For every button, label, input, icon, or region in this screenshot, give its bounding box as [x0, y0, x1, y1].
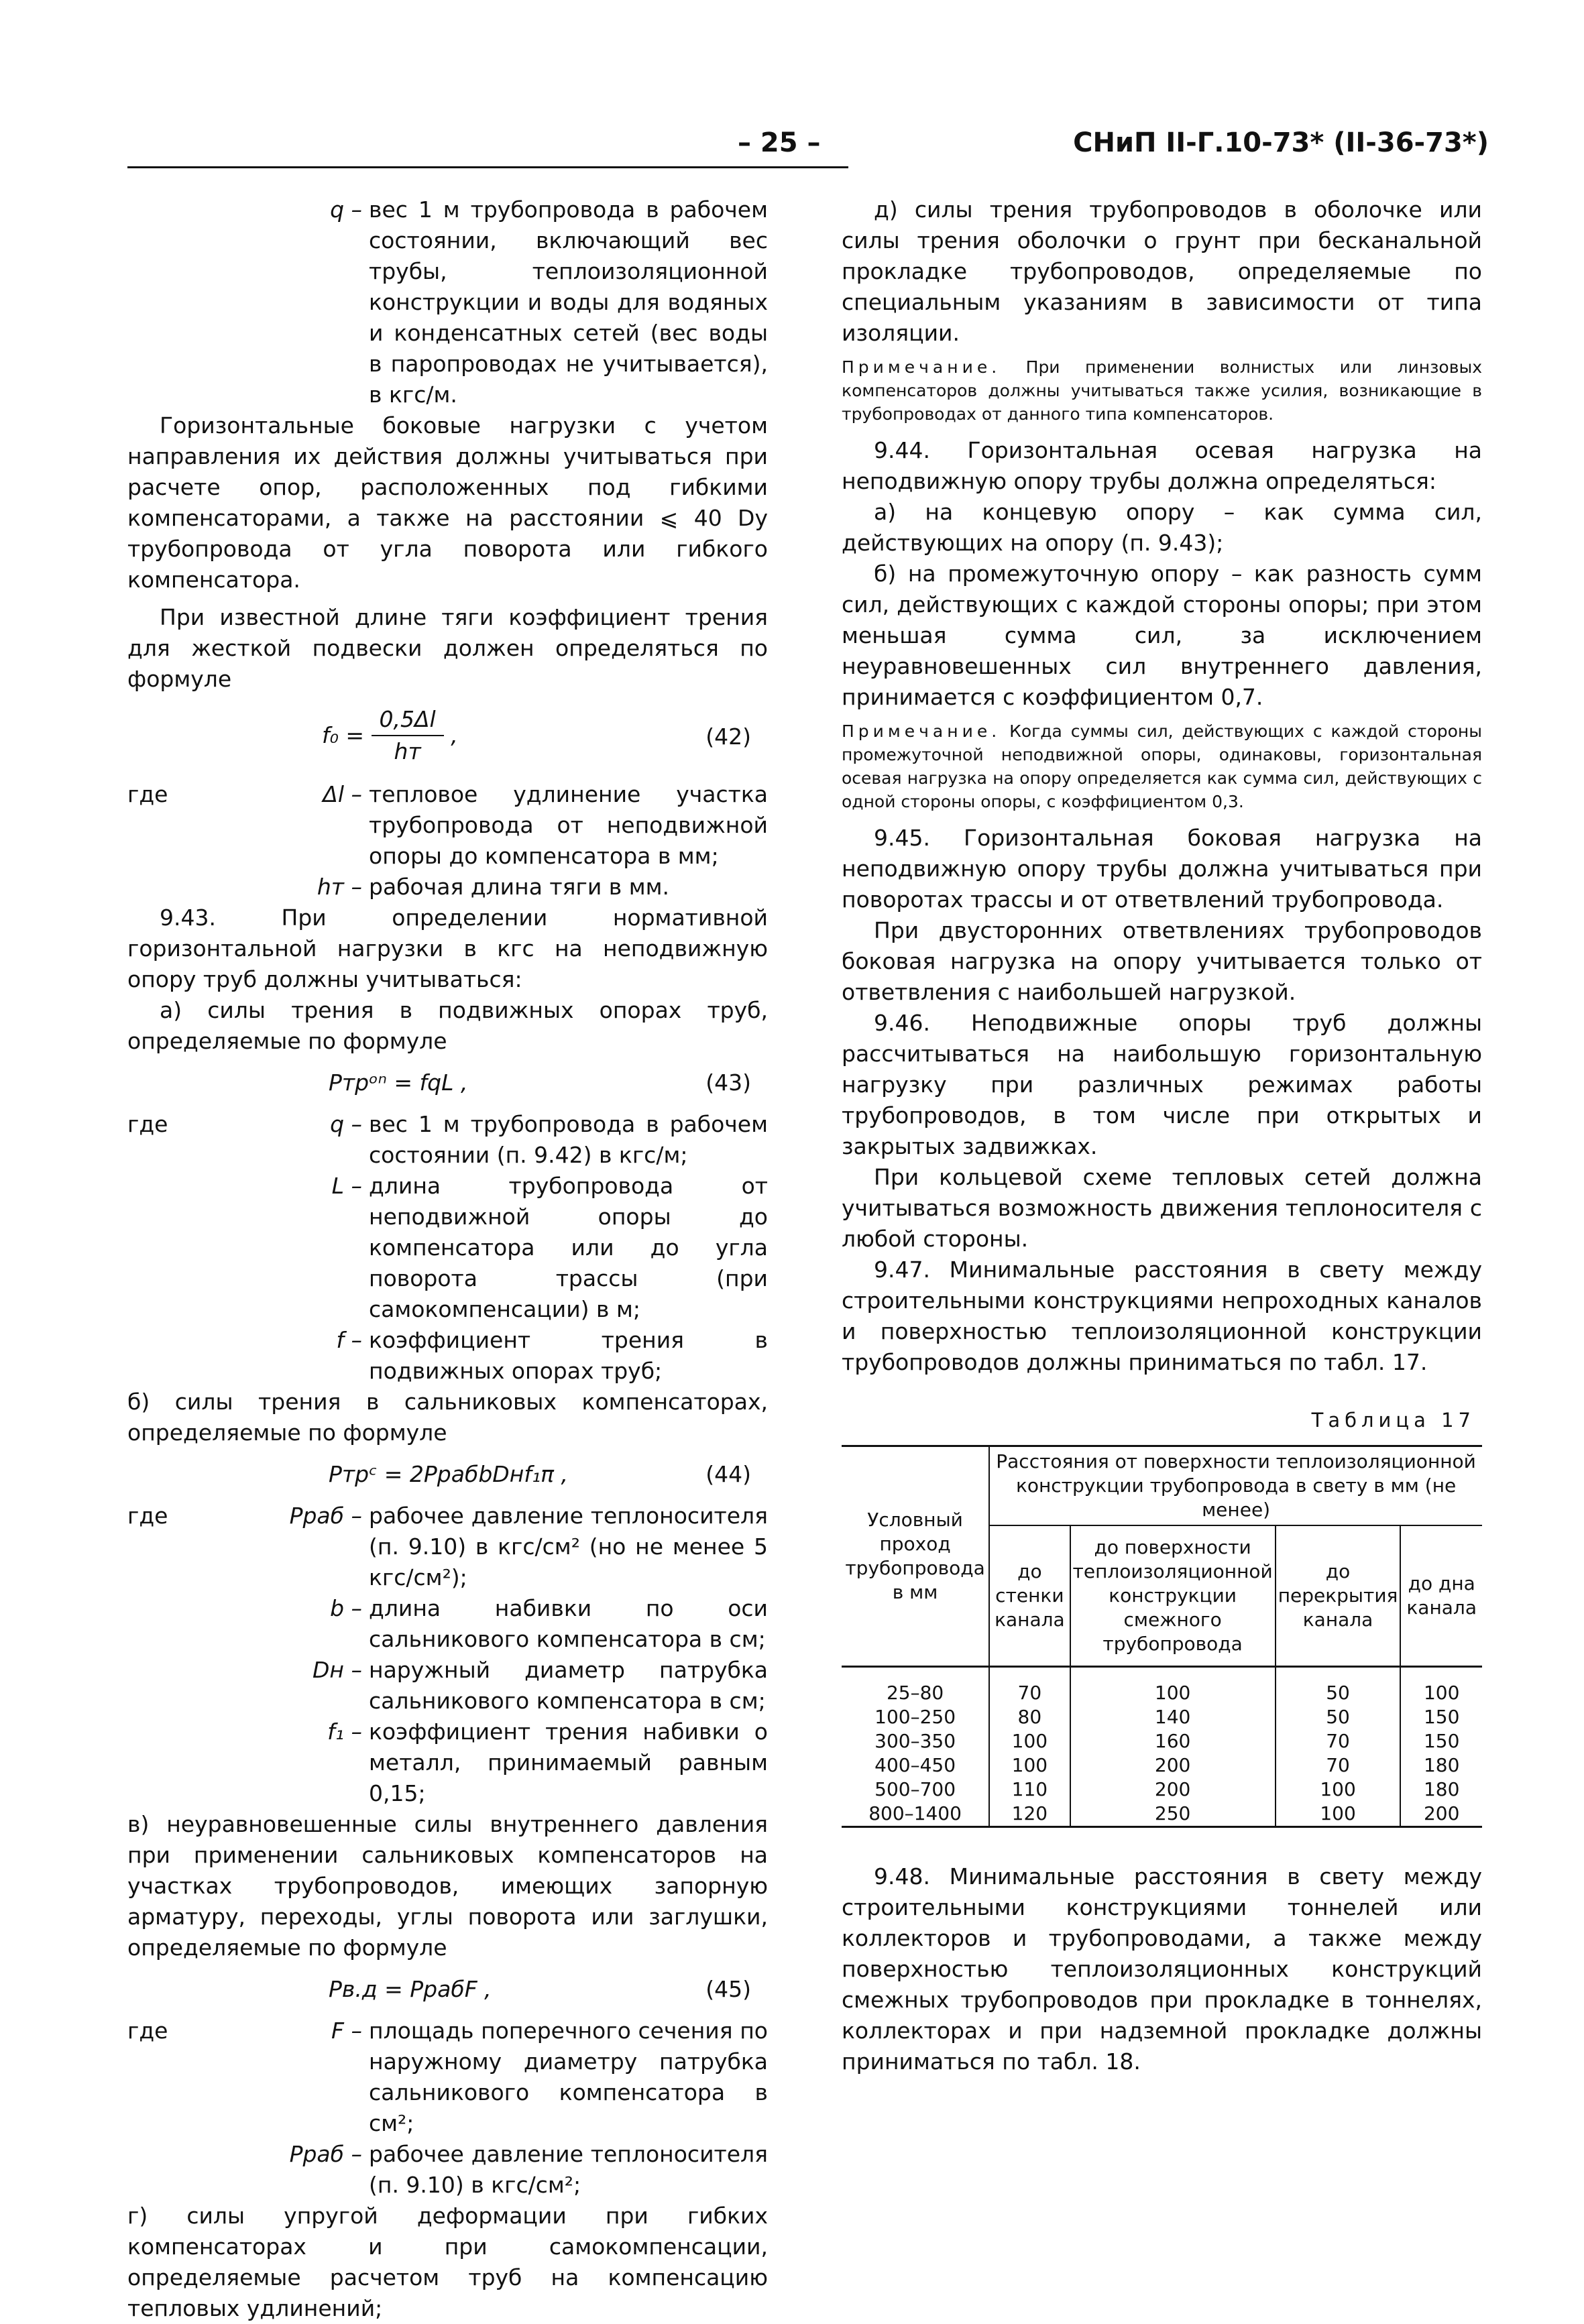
definition-text: длина набивки по оси сальникового компенсатора в см; [369, 1595, 768, 1652]
table-row [842, 1667, 1482, 1706]
table-row [842, 1778, 1482, 1802]
section-9-43: 9.43. При определении нормативной горизонтальной нагрузки в кгс на неподвижную опору труб должны учитываться: [127, 905, 768, 992]
table-cell: 160 [1070, 1729, 1276, 1753]
table-cell: 180 [1400, 1753, 1482, 1778]
table-cell: 100 [1400, 1667, 1482, 1706]
note-text: Когда суммы сил, действующих с каждой стороны промежуточной неподвижной опоры, одинаковы, горизонтальная осевая нагрузка на опору определяется как сумма сил, действующих с одной стороны опоры, с коэффициентом 0,3. [842, 721, 1483, 811]
table-cell: 300–350 [874, 1730, 956, 1752]
column-header-bottom: до дна канала [1400, 1525, 1482, 1667]
table-cell: 100 [1276, 1802, 1401, 1827]
table-cell: 150 [1400, 1705, 1482, 1729]
where-label: где [127, 1111, 168, 1137]
symbol: Dн – [313, 1657, 362, 1683]
table-cell: 50 [1276, 1667, 1401, 1706]
where-label: где [127, 2018, 168, 2044]
definition-text: коэффициент трения в подвижных опорах труб; [369, 1327, 768, 1384]
symbol: q – [330, 1111, 362, 1137]
formula-42 [127, 701, 768, 775]
definition-F [127, 2016, 768, 2139]
definition-q [127, 194, 768, 410]
right-column [842, 194, 1482, 2077]
table-cell: 800–1400 [842, 1802, 989, 1827]
fraction-numerator: 0,5Δl [372, 704, 444, 736]
definition-text: наружный диаметр патрубка сальникового компенсатора в см; [369, 1657, 768, 1714]
table-row [842, 1753, 1482, 1778]
definition-text: вес 1 м трубопровода в рабочем состоянии (п. 9.42) в кгс/м; [369, 1111, 768, 1168]
table-cell: 100–250 [874, 1706, 956, 1728]
symbol: L – [331, 1173, 362, 1199]
table-cell: 110 [989, 1778, 1070, 1802]
item-v: в) неуравновешенные силы внутреннего давления при применении сальниковых компенсаторов на участках трубопроводов, имеющих запорную арматуру, переходы, углы поворота или заглушки, определяемые по формуле [127, 1811, 768, 1961]
item-a: а) силы трения в подвижных опорах труб, определяемые по формуле [127, 997, 768, 1054]
item-b: б) силы трения в сальниковых компенсаторах, определяемые по формуле [127, 1389, 768, 1446]
definition-ht [127, 872, 768, 903]
definition-q2 [127, 1109, 768, 1171]
formula-43 [127, 1063, 768, 1105]
table-cell: 100 [1070, 1667, 1276, 1706]
definition-L [127, 1171, 768, 1325]
table-cell: 200 [1070, 1753, 1276, 1778]
table-cell: 250 [1070, 1802, 1276, 1827]
definition-text: рабочее давление теплоносителя (п. 9.10) в кгс/см²; [369, 2141, 768, 2198]
definition-text: рабочее давление теплоносителя (п. 9.10) в кгс/см² (но не менее 5 кгс/см²); [369, 1503, 768, 1590]
table-row [842, 1705, 1482, 1729]
definition-f [127, 1325, 768, 1387]
page-number: – 25 – [738, 127, 821, 158]
section-9-44-b: б) на промежуточную опору – как разность сумм сил, действующих с каждой стороны опоры; при этом меньшая сумма сил, за исключением неуравновешенных сил внутреннего давления, принимается с коэффициентом 0,7. [842, 561, 1482, 710]
item-d: д) силы трения трубопроводов в оболочке или силы трения оболочки о грунт при бесканальной прокладке трубопроводов, определяемые по специальным указаниям в зависимости от типа изоляции. [842, 196, 1482, 346]
symbol: f – [336, 1327, 362, 1353]
definition-prab2 [127, 2139, 768, 2201]
symbol: b – [330, 1595, 362, 1621]
column-header-wall: до стенки канала [989, 1525, 1070, 1667]
fraction [372, 704, 444, 767]
formula-tail: , [451, 722, 458, 748]
formula-number: (43) [705, 1069, 751, 1096]
definition-dn [127, 1655, 768, 1717]
definition-prab [127, 1501, 768, 1593]
symbol: Pраб – [289, 2141, 362, 2167]
table-cell: 70 [1276, 1753, 1401, 1778]
section-9-47: 9.47. Минимальные расстояния в свету между строительными конструкциями непроходных каналов и поверхностью теплоизоляционной конструкции трубопроводов должны приниматься по табл. 17. [842, 1257, 1482, 1375]
column-header-adjacent-pipe: до поверхности теплоизоляционной конструкции смежного трубопровода [1070, 1525, 1276, 1667]
note-2 [842, 719, 1482, 813]
where-label: где [127, 1503, 168, 1529]
table-cell: 100 [1276, 1778, 1401, 1802]
formula-number: (42) [705, 723, 751, 750]
definition-text: рабочая длина тяги в мм. [369, 874, 669, 900]
column-header-ceiling: до перекрытия канала [1276, 1525, 1401, 1667]
note-text: При применении волнистых или линзовых компенсаторов должны учитываться также усилия, возникающие в трубопроводах от данного типа компенсаторов. [842, 357, 1482, 424]
section-9-44: 9.44. Горизонтальная осевая нагрузка на неподвижную опору трубы должна определяться: [842, 437, 1482, 494]
paragraph-friction-coefficient: При известной длине тяги коэффициент трения для жесткой подвески должен определяться по формуле [127, 604, 768, 692]
table-cell: 120 [989, 1802, 1070, 1827]
definition-f1 [127, 1717, 768, 1809]
section-9-45-b: При двусторонних ответвлениях трубопроводов боковая нагрузка на опору учитывается только от ответвления с наибольшей нагрузкой. [842, 917, 1482, 1005]
formula-expression: Pв.д = PрабF , [329, 1976, 492, 2002]
definition-b [127, 1593, 768, 1655]
table-cell: 150 [1400, 1729, 1482, 1753]
symbol: f₁ – [327, 1719, 362, 1745]
section-9-48: 9.48. Минимальные расстояния в свету между строительными конструкциями тоннелей или коллекторов и трубопроводами, а также между поверхностью теплоизоляционных конструкций смежных трубопроводов при прокладке в тоннелях, коллекторах и при надземной прокладке должны приниматься по табл. 18. [842, 1863, 1482, 2075]
formula-number: (44) [705, 1461, 751, 1487]
table-cell: 140 [1070, 1705, 1276, 1729]
table-row [842, 1802, 1482, 1827]
table-cell: 500–700 [874, 1778, 956, 1800]
note-1 [842, 355, 1482, 426]
definition-delta-l [127, 779, 768, 872]
symbol: Pраб – [289, 1503, 362, 1529]
formula-number: (45) [705, 1976, 751, 2002]
definition-text: вес 1 м трубопровода в рабочем состоянии, включающий вес трубы, теплоизоляционной конструкции и воды для водяных и конденсатных сетей (вес воды в паропроводах не учитывается), в кгс/м. [369, 196, 768, 408]
formula-lhs: f₀ = [322, 722, 364, 748]
note-label: Примечание. [842, 721, 1001, 741]
left-column [127, 194, 768, 2324]
item-g: г) силы упругой деформации при гибких компенсаторах и при самокомпенсации, определяемые расчетом труб на компенсацию тепловых удлинений; [127, 2203, 768, 2321]
document-code: СНиП II-Г.10-73* (II-36-73*) [1073, 127, 1489, 158]
table-row [842, 1729, 1482, 1753]
column-header-nominal-pass: Условный проход трубопровода в мм [842, 1446, 989, 1667]
table-17 [842, 1445, 1482, 1828]
page-header [127, 127, 1489, 169]
table-cell: 400–450 [874, 1754, 956, 1776]
fraction-denominator: hт [394, 738, 421, 764]
symbol: Δl – [323, 781, 362, 807]
definition-text: длина трубопровода от неподвижной опоры до компенсатора или до угла поворота трассы (при самокомпенсации) в м; [369, 1173, 768, 1322]
where-label: где [127, 781, 168, 807]
table-cell: 70 [1276, 1729, 1401, 1753]
table-cell: 25–80 [886, 1682, 944, 1704]
table-cell: 200 [1070, 1778, 1276, 1802]
section-9-46-b: При кольцевой схеме тепловых сетей должна учитываться возможность движения теплоносителя с любой стороны. [842, 1164, 1482, 1252]
definition-text: площадь поперечного сечения по наружному диаметру патрубка сальникового компенсатора в см²; [369, 2018, 768, 2136]
note-label: Примечание. [842, 357, 1001, 377]
formula-45 [127, 1970, 768, 2012]
symbol: F – [331, 2018, 362, 2044]
header-rule [127, 166, 848, 168]
paragraph-lateral-loads: Горизонтальные боковые нагрузки с учетом направления их действия должны учитываться при расчете опор, расположенных под гибкими компенсаторами, а также на расстоянии ⩽ 40 Dу трубопровода от угла поворота или гибкого компенсатора. [127, 412, 768, 593]
table-cell: 70 [989, 1667, 1070, 1706]
formula-expression: Pтрᶜ = 2PрабbDнf₁π , [329, 1461, 568, 1487]
table-cell: 50 [1276, 1705, 1401, 1729]
section-9-45: 9.45. Горизонтальная боковая нагрузка на неподвижную опору трубы должна учитываться при поворотах трассы и от ответвлений трубопровода. [842, 825, 1482, 913]
formula-expression: Pтрᵒⁿ = fqL , [329, 1069, 468, 1096]
formula-44 [127, 1455, 768, 1497]
definition-text: тепловое удлинение участка трубопровода от неподвижной опоры до компенсатора в мм; [369, 781, 768, 869]
section-9-46: 9.46. Неподвижные опоры труб должны рассчитываться на наибольшую горизонтальную нагрузку при различных режимах работы трубопроводов, в том числе при открытых и закрытых задвижках. [842, 1010, 1482, 1159]
table-cell: 180 [1400, 1778, 1482, 1802]
table-cell: 100 [989, 1729, 1070, 1753]
table-17-title: Таблица 17 [1311, 1409, 1475, 1432]
column-group-distances: Расстояния от поверхности теплоизоляционной конструкции трубопровода в свету в мм (не менее) [989, 1446, 1482, 1526]
table-cell: 80 [989, 1705, 1070, 1729]
table-cell: 200 [1400, 1802, 1482, 1827]
table-cell: 100 [989, 1753, 1070, 1778]
section-9-44-a: а) на концевую опору – как сумма сил, действующих на опору (п. 9.43); [842, 499, 1482, 556]
symbol: hт – [317, 874, 362, 900]
definition-text: коэффициент трения набивки о металл, принимаемый равным 0,15; [369, 1719, 768, 1806]
symbol: q – [330, 196, 362, 223]
